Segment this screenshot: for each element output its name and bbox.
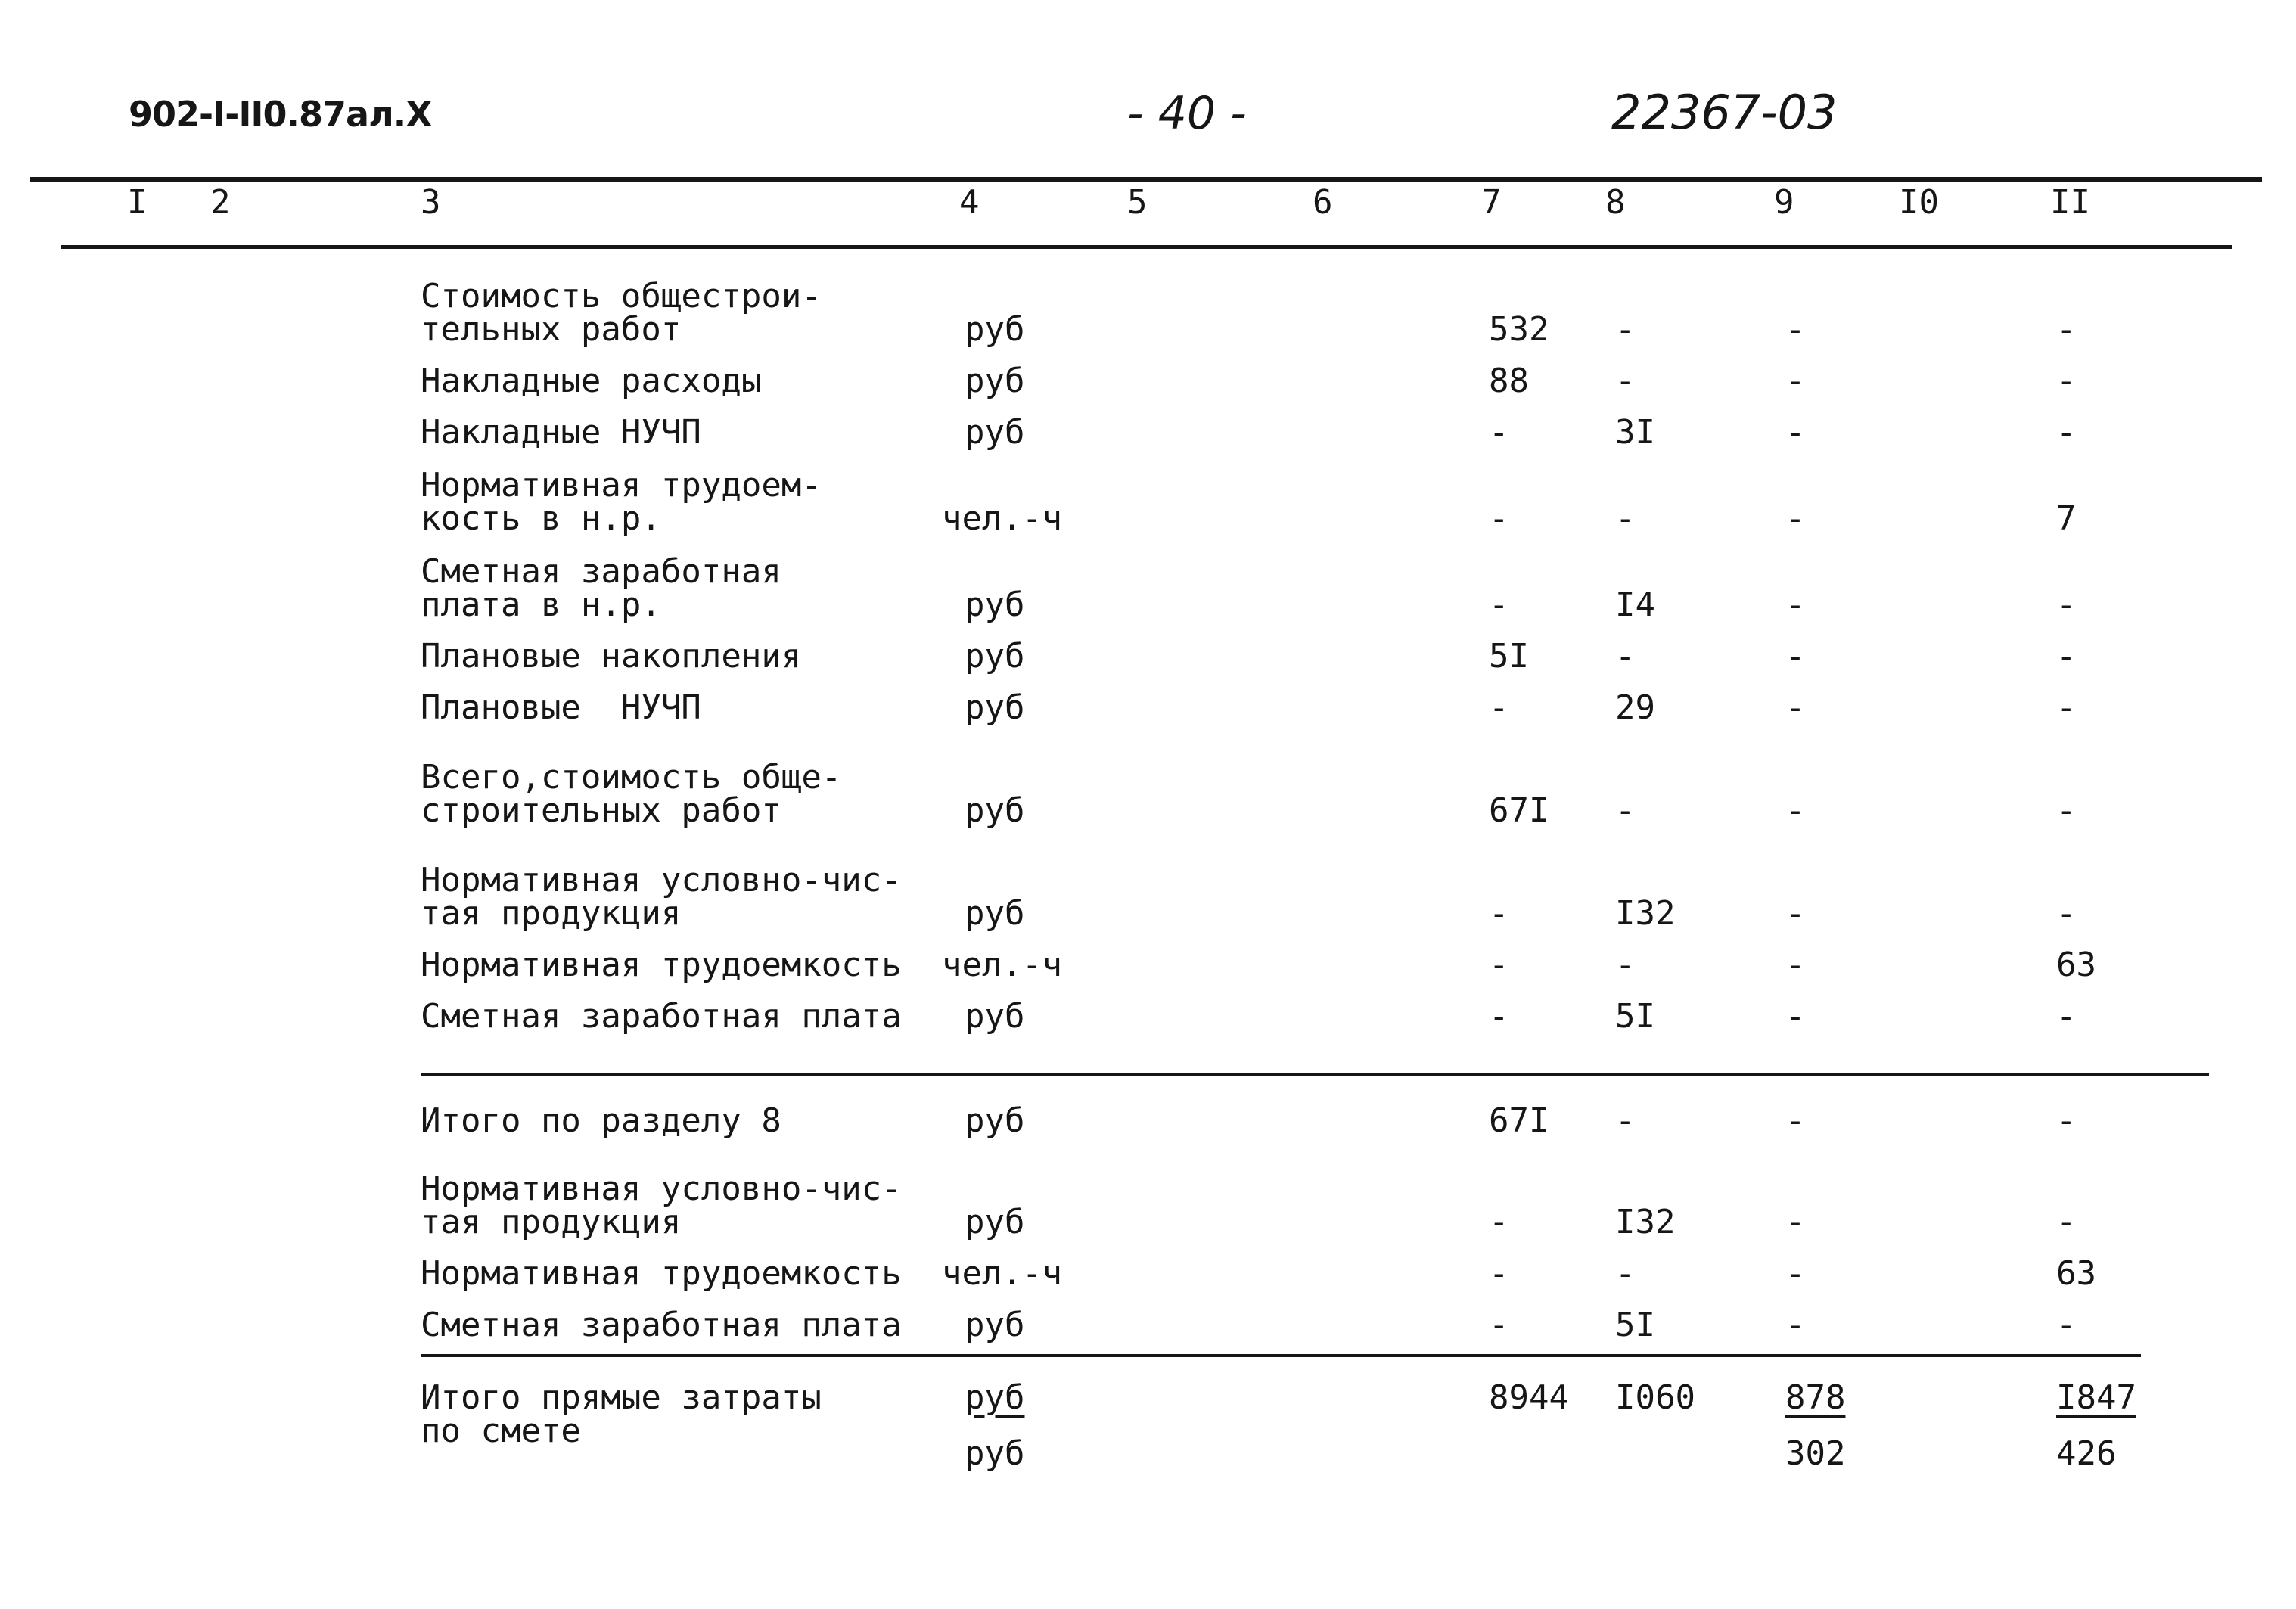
row-col7: - bbox=[1489, 946, 1509, 984]
column-header-8: 8 bbox=[1605, 183, 1626, 222]
row-col8: - bbox=[1615, 499, 1636, 538]
row-col7: 67I bbox=[1489, 1101, 1549, 1140]
row-col11: - bbox=[2056, 310, 2077, 349]
row-unit: руб bbox=[965, 310, 1025, 349]
row-description: Нормативная трудоемкость bbox=[421, 1254, 902, 1293]
page-number: - 40 - bbox=[1127, 87, 1247, 140]
total-col11-bottom: 426 bbox=[2056, 1434, 2117, 1473]
row-description: Сметная заработная плата в н.р. bbox=[421, 552, 781, 624]
row-unit: руб bbox=[965, 791, 1025, 830]
row-unit: руб bbox=[965, 586, 1025, 624]
row-col7: - bbox=[1489, 997, 1509, 1036]
row-unit: руб bbox=[965, 413, 1025, 452]
document-code: 902-I-II0.87ал.X bbox=[129, 94, 432, 135]
row-col11: 7 bbox=[2056, 499, 2077, 538]
row-col9: - bbox=[1785, 1306, 1806, 1344]
row-col11: - bbox=[2056, 586, 2077, 624]
row-col8: - bbox=[1615, 637, 1636, 676]
row-unit: руб bbox=[965, 997, 1025, 1036]
row-unit: руб bbox=[965, 1101, 1025, 1140]
row-unit: руб bbox=[965, 362, 1025, 400]
row-col7: 5I bbox=[1489, 637, 1529, 676]
total-description: Итого прямые затраты по смете bbox=[421, 1378, 822, 1450]
row-unit: руб bbox=[965, 1203, 1025, 1241]
column-header-11: II bbox=[2050, 183, 2090, 222]
row-col9: - bbox=[1785, 499, 1806, 538]
row-col8: - bbox=[1615, 362, 1636, 400]
row-col7: - bbox=[1489, 1306, 1509, 1344]
row-unit: руб bbox=[965, 688, 1025, 727]
total-unit-bottom: руб bbox=[965, 1434, 1025, 1473]
total-col9-bottom: 302 bbox=[1785, 1434, 1846, 1473]
total-col11-top: I847 bbox=[2056, 1378, 2136, 1417]
row-col11: - bbox=[2056, 413, 2077, 452]
row-col9: - bbox=[1785, 310, 1806, 349]
row-col9: - bbox=[1785, 894, 1806, 933]
row-col11: - bbox=[2056, 997, 2077, 1036]
row-unit: чел.-ч bbox=[942, 499, 1062, 538]
row-col7: 67I bbox=[1489, 791, 1549, 830]
row-col11: - bbox=[2056, 688, 2077, 727]
row-description: Нормативная трудоем- кость в н.р. bbox=[421, 466, 822, 538]
header-bottom-rule bbox=[61, 245, 2232, 249]
row-col9: - bbox=[1785, 997, 1806, 1036]
column-header-9: 9 bbox=[1774, 183, 1794, 222]
row-col8: - bbox=[1615, 1254, 1636, 1293]
row-col11: 63 bbox=[2056, 946, 2096, 984]
column-header-3: 3 bbox=[421, 183, 441, 222]
row-description: Всего,стоимость обще- строительных работ bbox=[421, 758, 842, 830]
table-top-rule bbox=[30, 177, 2262, 182]
row-description: Нормативная условно-чис- тая продукция bbox=[421, 861, 902, 933]
row-col11: - bbox=[2056, 1306, 2077, 1344]
row-description: Плановые НУЧП bbox=[421, 688, 701, 727]
row-col11: - bbox=[2056, 1203, 2077, 1241]
row-description: Сметная заработная плата bbox=[421, 1306, 902, 1344]
total-col9-top: 878 bbox=[1785, 1378, 1846, 1417]
row-col9: - bbox=[1785, 1203, 1806, 1241]
row-col7: - bbox=[1489, 499, 1509, 538]
row-col8: 3I bbox=[1615, 413, 1655, 452]
column-header-1: I bbox=[127, 183, 148, 222]
grand-total-rule bbox=[421, 1354, 2141, 1357]
column-header-6: 6 bbox=[1313, 183, 1333, 222]
row-col8: I4 bbox=[1615, 586, 1655, 624]
total-col8: I060 bbox=[1615, 1378, 1695, 1417]
row-unit: руб bbox=[965, 1306, 1025, 1344]
row-col11: - bbox=[2056, 362, 2077, 400]
row-col7: - bbox=[1489, 688, 1509, 727]
row-col9: - bbox=[1785, 1254, 1806, 1293]
row-col9: - bbox=[1785, 946, 1806, 984]
row-col8: - bbox=[1615, 310, 1636, 349]
row-col9: - bbox=[1785, 791, 1806, 830]
row-col11: - bbox=[2056, 637, 2077, 676]
column-header-2: 2 bbox=[210, 183, 231, 222]
row-unit: руб bbox=[965, 637, 1025, 676]
row-col8: 5I bbox=[1615, 997, 1655, 1036]
row-col7: 532 bbox=[1489, 310, 1549, 349]
row-col7: - bbox=[1489, 894, 1509, 933]
row-col9: - bbox=[1785, 637, 1806, 676]
row-col9: - bbox=[1785, 688, 1806, 727]
row-description: Нормативная трудоемкость bbox=[421, 946, 902, 984]
row-col9: - bbox=[1785, 1101, 1806, 1140]
row-col8: 29 bbox=[1615, 688, 1655, 727]
row-col8: - bbox=[1615, 946, 1636, 984]
column-header-10: I0 bbox=[1899, 183, 1939, 222]
row-col8: - bbox=[1615, 1101, 1636, 1140]
row-description: Итого по разделу 8 bbox=[421, 1101, 781, 1140]
row-col7: - bbox=[1489, 1203, 1509, 1241]
row-unit: чел.-ч bbox=[942, 1254, 1062, 1293]
row-col7: - bbox=[1489, 1254, 1509, 1293]
total-col7: 8944 bbox=[1489, 1378, 1569, 1417]
row-col8: 5I bbox=[1615, 1306, 1655, 1344]
row-col7: 88 bbox=[1489, 362, 1529, 400]
row-description: Сметная заработная плата bbox=[421, 997, 902, 1036]
column-header-7: 7 bbox=[1481, 183, 1502, 222]
row-unit: чел.-ч bbox=[942, 946, 1062, 984]
row-col11: - bbox=[2056, 1101, 2077, 1140]
row-description: Стоимость общестрои- тельных работ bbox=[421, 277, 822, 349]
column-header-5: 5 bbox=[1127, 183, 1148, 222]
row-description: Накладные НУЧП bbox=[421, 413, 701, 452]
section-total-rule bbox=[421, 1073, 2209, 1076]
column-header-4: 4 bbox=[959, 183, 980, 222]
row-col8: I32 bbox=[1615, 1203, 1676, 1241]
document-number: 22367-03 bbox=[1611, 85, 1838, 140]
row-description: Нормативная условно-чис- тая продукция bbox=[421, 1169, 902, 1241]
row-col9: - bbox=[1785, 586, 1806, 624]
row-col8: - bbox=[1615, 791, 1636, 830]
row-col7: - bbox=[1489, 586, 1509, 624]
row-col8: I32 bbox=[1615, 894, 1676, 933]
row-col11: - bbox=[2056, 894, 2077, 933]
row-col11: - bbox=[2056, 791, 2077, 830]
row-unit: руб bbox=[965, 894, 1025, 933]
row-col7: - bbox=[1489, 413, 1509, 452]
row-description: Плановые накопления bbox=[421, 637, 802, 676]
row-col9: - bbox=[1785, 413, 1806, 452]
row-col11: 63 bbox=[2056, 1254, 2096, 1293]
row-description: Накладные расходы bbox=[421, 362, 762, 400]
row-col9: - bbox=[1785, 362, 1806, 400]
total-unit-top: руб bbox=[965, 1378, 1025, 1417]
